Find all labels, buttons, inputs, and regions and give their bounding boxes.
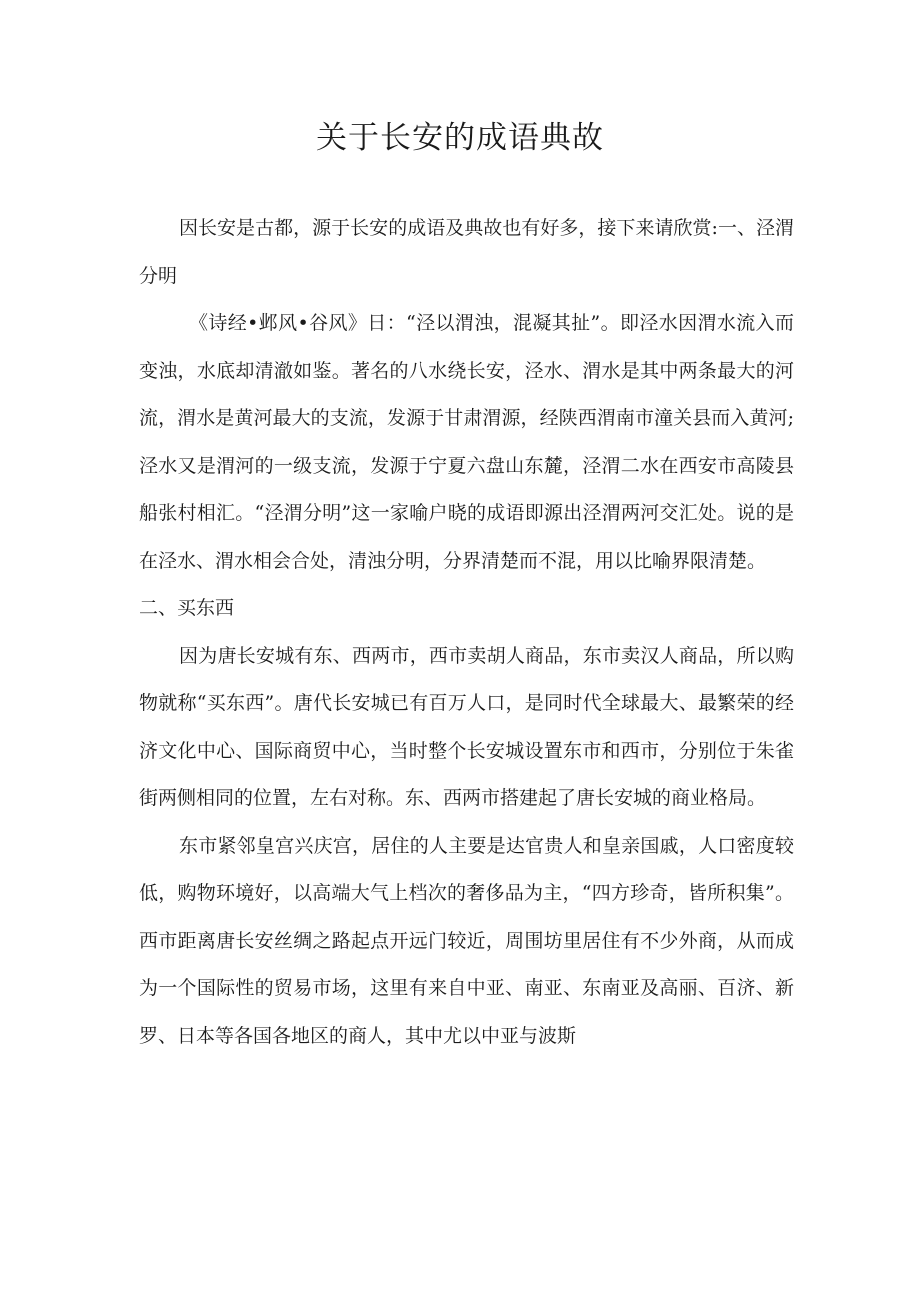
document-title: 关于长安的成语典故	[316, 120, 604, 156]
paragraph-east-west-market: 东市紧邻皇宫兴庆宫，居住的人主要是达官贵人和皇亲国戚，人口密度较低，购物环境好，以高端大气上档次的奢侈品为主，“四方珍奇，皆所积集”。西市距离唐长安丝绸之路起点开远门较近，周围坊里居住有不少外商，从而成为一个国际性的贸易市场，这里有来自中亚、南亚、东南亚及高丽、百济、新罗、日本等各国各地区的商人，其中尤以中亚与波斯	[139, 834, 794, 1047]
paragraph-intro: 因长安是古都，源于长安的成语及典故也有好多，接下来请欣赏:一、泾渭分明	[139, 217, 794, 287]
document-body	[139, 205, 794, 1060]
paragraph-jingwei: 《诗经•邺风•谷风》日：“泾以渭浊，混凝其扯”。即泾水因渭水流入而变浊，水底却清澈如鉴。著名的八水绕长安，泾水、渭水是其中两条最大的河流，渭水是黄河最大的支流，发源于甘肃渭源，经陕西渭南市潼关县而入黄河;泾水又是渭河的一级支流，发源于宁夏六盘山东麓，泾渭二水在西安市高陵县船张村相汇。“泾渭分明”这一家喻户晓的成语即源出泾渭两河交汇处。说的是在泾水、渭水相会合处，清浊分明，分界清楚而不混，用以比喻界限清楚。	[139, 312, 794, 572]
paragraph-dongxi-markets: 因为唐长安城有东、西两市，西市卖胡人商品，东市卖汉人商品，所以购物就称“买东西”。唐代长安城已有百万人口，是同时代全球最大、最繁荣的经济文化中心、国际商贸中心，当时整个长安城设置东市和西市，分别位于朱雀街两侧相同的位置，左右对称。东、西两市搭建起了唐长安城的商业格局。	[139, 644, 794, 809]
section-heading-mai-dongxi: 二、买东西	[139, 597, 235, 619]
